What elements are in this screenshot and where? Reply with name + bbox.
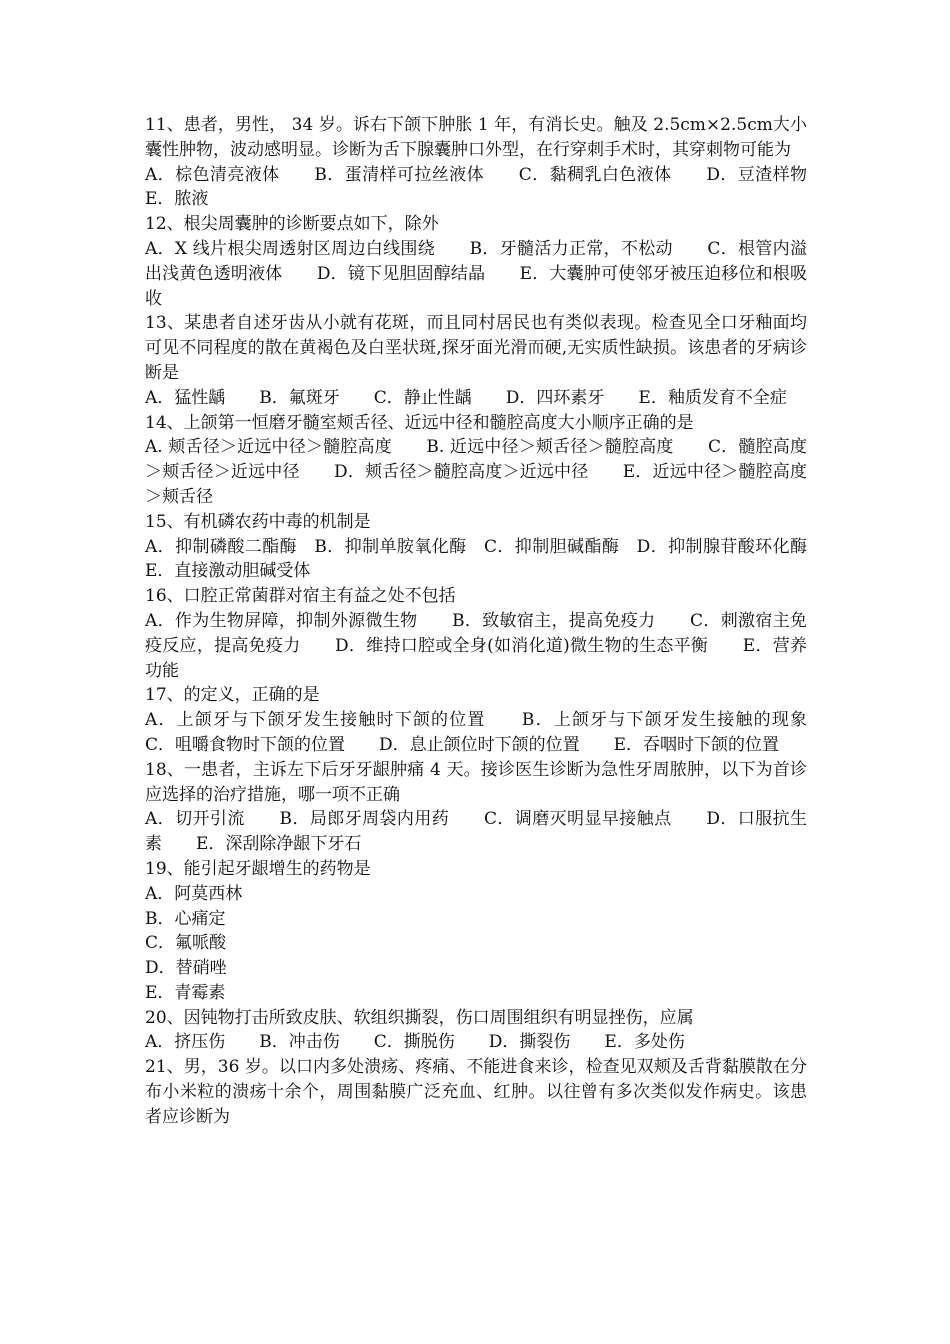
question-20-options: A．挤压伤 B．冲击伤 C．撕脱伤 D．撕裂伤 E．多处伤 [145,1032,685,1053]
question-11-options: A．棕色清亮液体 B．蛋清样可拉丝液体 C．黏稠乳白色液体 D．豆渣样物 E．脓液 [145,164,841,210]
document-page [145,113,841,1130]
question-18-options: A．切开引流 B．局郎牙周袋内用药 C．调磨灭明显早接触点 D．口服抗生素 E．深刮除净龈下牙石 [145,809,807,855]
question-19-option-e: E．青霉素 [145,982,226,1003]
question-12-options: A．X 线片根尖周透射区周边白线围绕 B．牙髓活力正常，不松动 C．根管内溢出浅黄色透明液体 D．镜下见胆固醇结晶 E．大囊肿可使邻牙被压迫移位和根吸收 [145,238,807,309]
question-17-stem: 17、的定义，正确的是 [145,685,320,706]
question-19-stem: 19、能引起牙龈增生的药物是 [145,858,371,879]
question-15-options: A．抑制磷酸二酯酶 B．抑制单胺氧化酶 C．抑制胆碱酯酶 D．抑制腺苷酸环化酶 E．直接激动胆碱受体 [145,536,841,582]
question-15-stem: 15、有机磷农药中毒的机制是 [145,511,371,532]
question-19-option-c: C．氟哌酸 [145,933,227,954]
question-13-options: A．猛性龋 B．氟斑牙 C．静止性龋 D．四环素牙 E．釉质发育不全症 [145,387,787,408]
question-16-stem: 16、口腔正常菌群对宿主有益之处不包括 [145,586,456,607]
question-16-options: A．作为生物屏障，抑制外源微生物 B．致敏宿主，提高免疫力 C．刺激宿主免疫反应，提高免疫力 D．维持口腔或全身(如消化道)微生物的生态平衡 E．营养功能 [145,610,807,681]
question-19-option-d: D．替硝唑 [145,958,227,979]
question-11-stem: 11、患者，男性， 34 岁。诉右下颌下肿胀 1 年，有消长史。触及 2.5cm×2.5cm大小囊性肿物，波动感明显。诊断为舌下腺囊肿口外型，在行穿刺手术时，其穿刺物可能为 [145,115,807,160]
question-21-stem: 21、男，36 岁。以口内多处溃疡、疼痛、不能进食来诊，检查见双颊及舌背黏膜散在分布小米粒的溃疡十余个，周围黏膜广泛充血、红肿。以往曾有多次类似发作病史。该患者应诊断为 [145,1057,807,1127]
question-13-stem: 13、某患者自述牙齿从小就有花斑，而且同村居民也有类似表现。检查见全口牙釉面均可见不同程度的散在黄褐色及白垩状斑,探牙面光滑而硬,无实质性缺损。该患者的牙病诊断是 [145,313,807,383]
question-18-stem: 18、一患者，主诉左下后牙牙龈肿痛 4 天。接诊医生诊断为急性牙周脓肿，以下为首诊应选择的治疗措施，哪一项不正确 [145,759,807,805]
question-17-options: A．上颌牙与下颌牙发生接触时下颌的位置 B．上颌牙与下颌牙发生接触的现象 C．咀嚼食物时下颌的位置 D．息止颌位时下颌的位置 E．吞咽时下颌的位置 [145,710,841,755]
question-19-option-b: B．心痛定 [145,908,226,929]
question-12-stem: 12、根尖周囊肿的诊断要点如下，除外 [145,214,439,235]
question-14-options: A. 颊舌径＞近远中径＞髓腔高度 B. 近远中径＞颊舌径＞髓腔高度 C．髓腔高度＞颊舌径＞近远中径 D．颊舌径＞髓腔高度＞近远中径 E．近远中径＞髓腔高度＞颊舌径 [145,437,807,507]
question-19-option-a: A．阿莫西林 [145,883,243,904]
question-20-stem: 20、因钝物打击所致皮肤、软组织撕裂，伤口周围组织有明显挫伤，应属 [145,1007,694,1028]
question-14-stem: 14、上颌第一恒磨牙髓室颊舌径、近远中径和髓腔高度大小顺序正确的是 [145,412,694,433]
